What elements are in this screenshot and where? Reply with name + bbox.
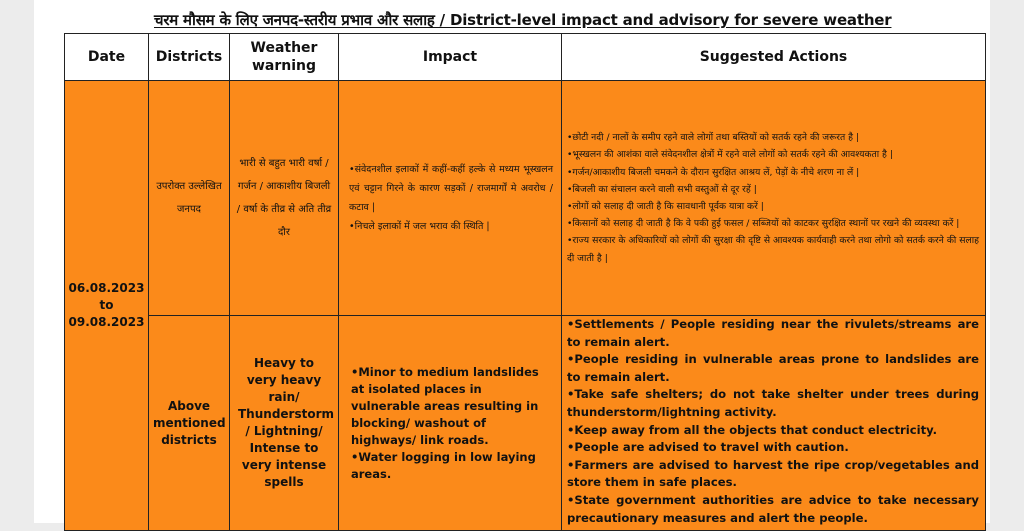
impact-hindi-item: •संवेदनशील इलाकों में कहीं-कहीं हल्के से मध्यम भूस्खलन एवं चट्टान गिरने के कारण सड़कों / राजमार्गों मे अवरोध / कटाव | xyxy=(349,164,553,213)
action-english-item: •People are advised to travel with caution. xyxy=(567,440,849,455)
action-hindi-item: •राज्य सरकार के अधिकारियों को लोगों की सुरक्षा की दृष्टि से आवश्यक कार्यवाही करने तथा लोगो को सतर्क करने की सलाह दी जाती है | xyxy=(567,235,979,264)
action-english-item: •State government authorities are advice to take necessary precautionary measures and alert the people. xyxy=(567,492,979,525)
action-hindi-item: •भूस्खलन की आशंका वाले संवेदनशील क्षेत्रों में रहने वाले लोगों को सतर्क रहने की आवश्यकता है | xyxy=(567,149,893,161)
date-start: 06.08.2023 xyxy=(68,281,145,295)
action-english-item: •Take safe shelters; do not take shelter under trees during thunderstorm/lightning activity. xyxy=(567,387,979,419)
action-english-item: •Farmers are advised to harvest the ripe crop/vegetables and store them in safe places. xyxy=(567,457,979,490)
header-impact: Impact xyxy=(339,34,562,81)
weather-warning-english: Heavy to very heavy rain/ Thunderstorm / Lightning/ Intense to very intense spells xyxy=(230,316,339,531)
impact-english-item: •Minor to medium landslides at isolated places in vulnerable areas resulting in blocking/ washout of highways/ link roads. xyxy=(351,364,539,447)
advisory-table xyxy=(64,33,986,531)
header-date: Date xyxy=(65,34,149,81)
page-title: चरम मौसम के लिए जनपद-स्तरीय प्रभाव और सलाह / District-level impact and advisory for severe weather xyxy=(154,11,892,29)
header-weather-warning: Weather warning xyxy=(230,34,339,81)
table-row-hindi xyxy=(65,81,986,316)
impact-english xyxy=(339,316,562,531)
districts-hindi: उपरोक्त उल्लेखित जनपद xyxy=(149,81,230,316)
action-english-item: •People residing in vulnerable areas prone to landslides are to remain alert. xyxy=(567,352,979,384)
districts-english: Above mentioned districts xyxy=(149,316,230,531)
date-end: 09.08.2023 xyxy=(68,315,145,329)
action-english-item: •Keep away from all the objects that conduct electricity. xyxy=(567,422,938,437)
actions-hindi xyxy=(562,81,986,316)
date-cell xyxy=(65,81,149,531)
header-suggested-actions: Suggested Actions xyxy=(562,34,986,81)
weather-warning-hindi: भारी से बहुत भारी वर्षा / गर्जन / आकाशीय बिजली / वर्षा के तीव्र से अति तीव्र दौर xyxy=(230,81,339,316)
table-header-row xyxy=(65,34,986,81)
action-hindi-item: •गर्जन/आकाशीय बिजली चमकने के दौरान सुरक्षित आश्रय लें, पेड़ों के नीचे शरण ना लें | xyxy=(567,166,860,178)
table-row-english xyxy=(65,316,986,531)
action-hindi-item: •किसानों को सलाह दी जाती है कि वे पकी हुई फसल / सब्जियों को काटकर सुरक्षित स्थानों पर रखने की व्यवस्था करें | xyxy=(567,218,960,230)
document-page xyxy=(34,0,990,523)
action-hindi-item: •लोगों को सलाह दी जाती है कि सावधानी पूर्वक यात्रा करें | xyxy=(567,201,764,212)
actions-english xyxy=(562,316,986,531)
impact-english-item: •Water logging in low laying areas. xyxy=(351,449,536,481)
impact-hindi-item: •निचले इलाकों में जल भराव की स्थिति | xyxy=(349,221,490,232)
action-hindi-item: •बिजली का संचालन करने वाली सभी वस्तुओं से दूर रहें | xyxy=(567,183,757,195)
header-districts: Districts xyxy=(149,34,230,81)
date-to: to xyxy=(99,298,114,312)
impact-hindi xyxy=(339,81,562,316)
action-english-item: •Settlements / People residing near the rivulets/streams are to remain alert. xyxy=(567,317,979,349)
action-hindi-item: •छोटी नदी / नालों के समीप रहने वाले लोगों तथा बस्तियों को सतर्क रहने की जरूरत है | xyxy=(567,132,860,144)
